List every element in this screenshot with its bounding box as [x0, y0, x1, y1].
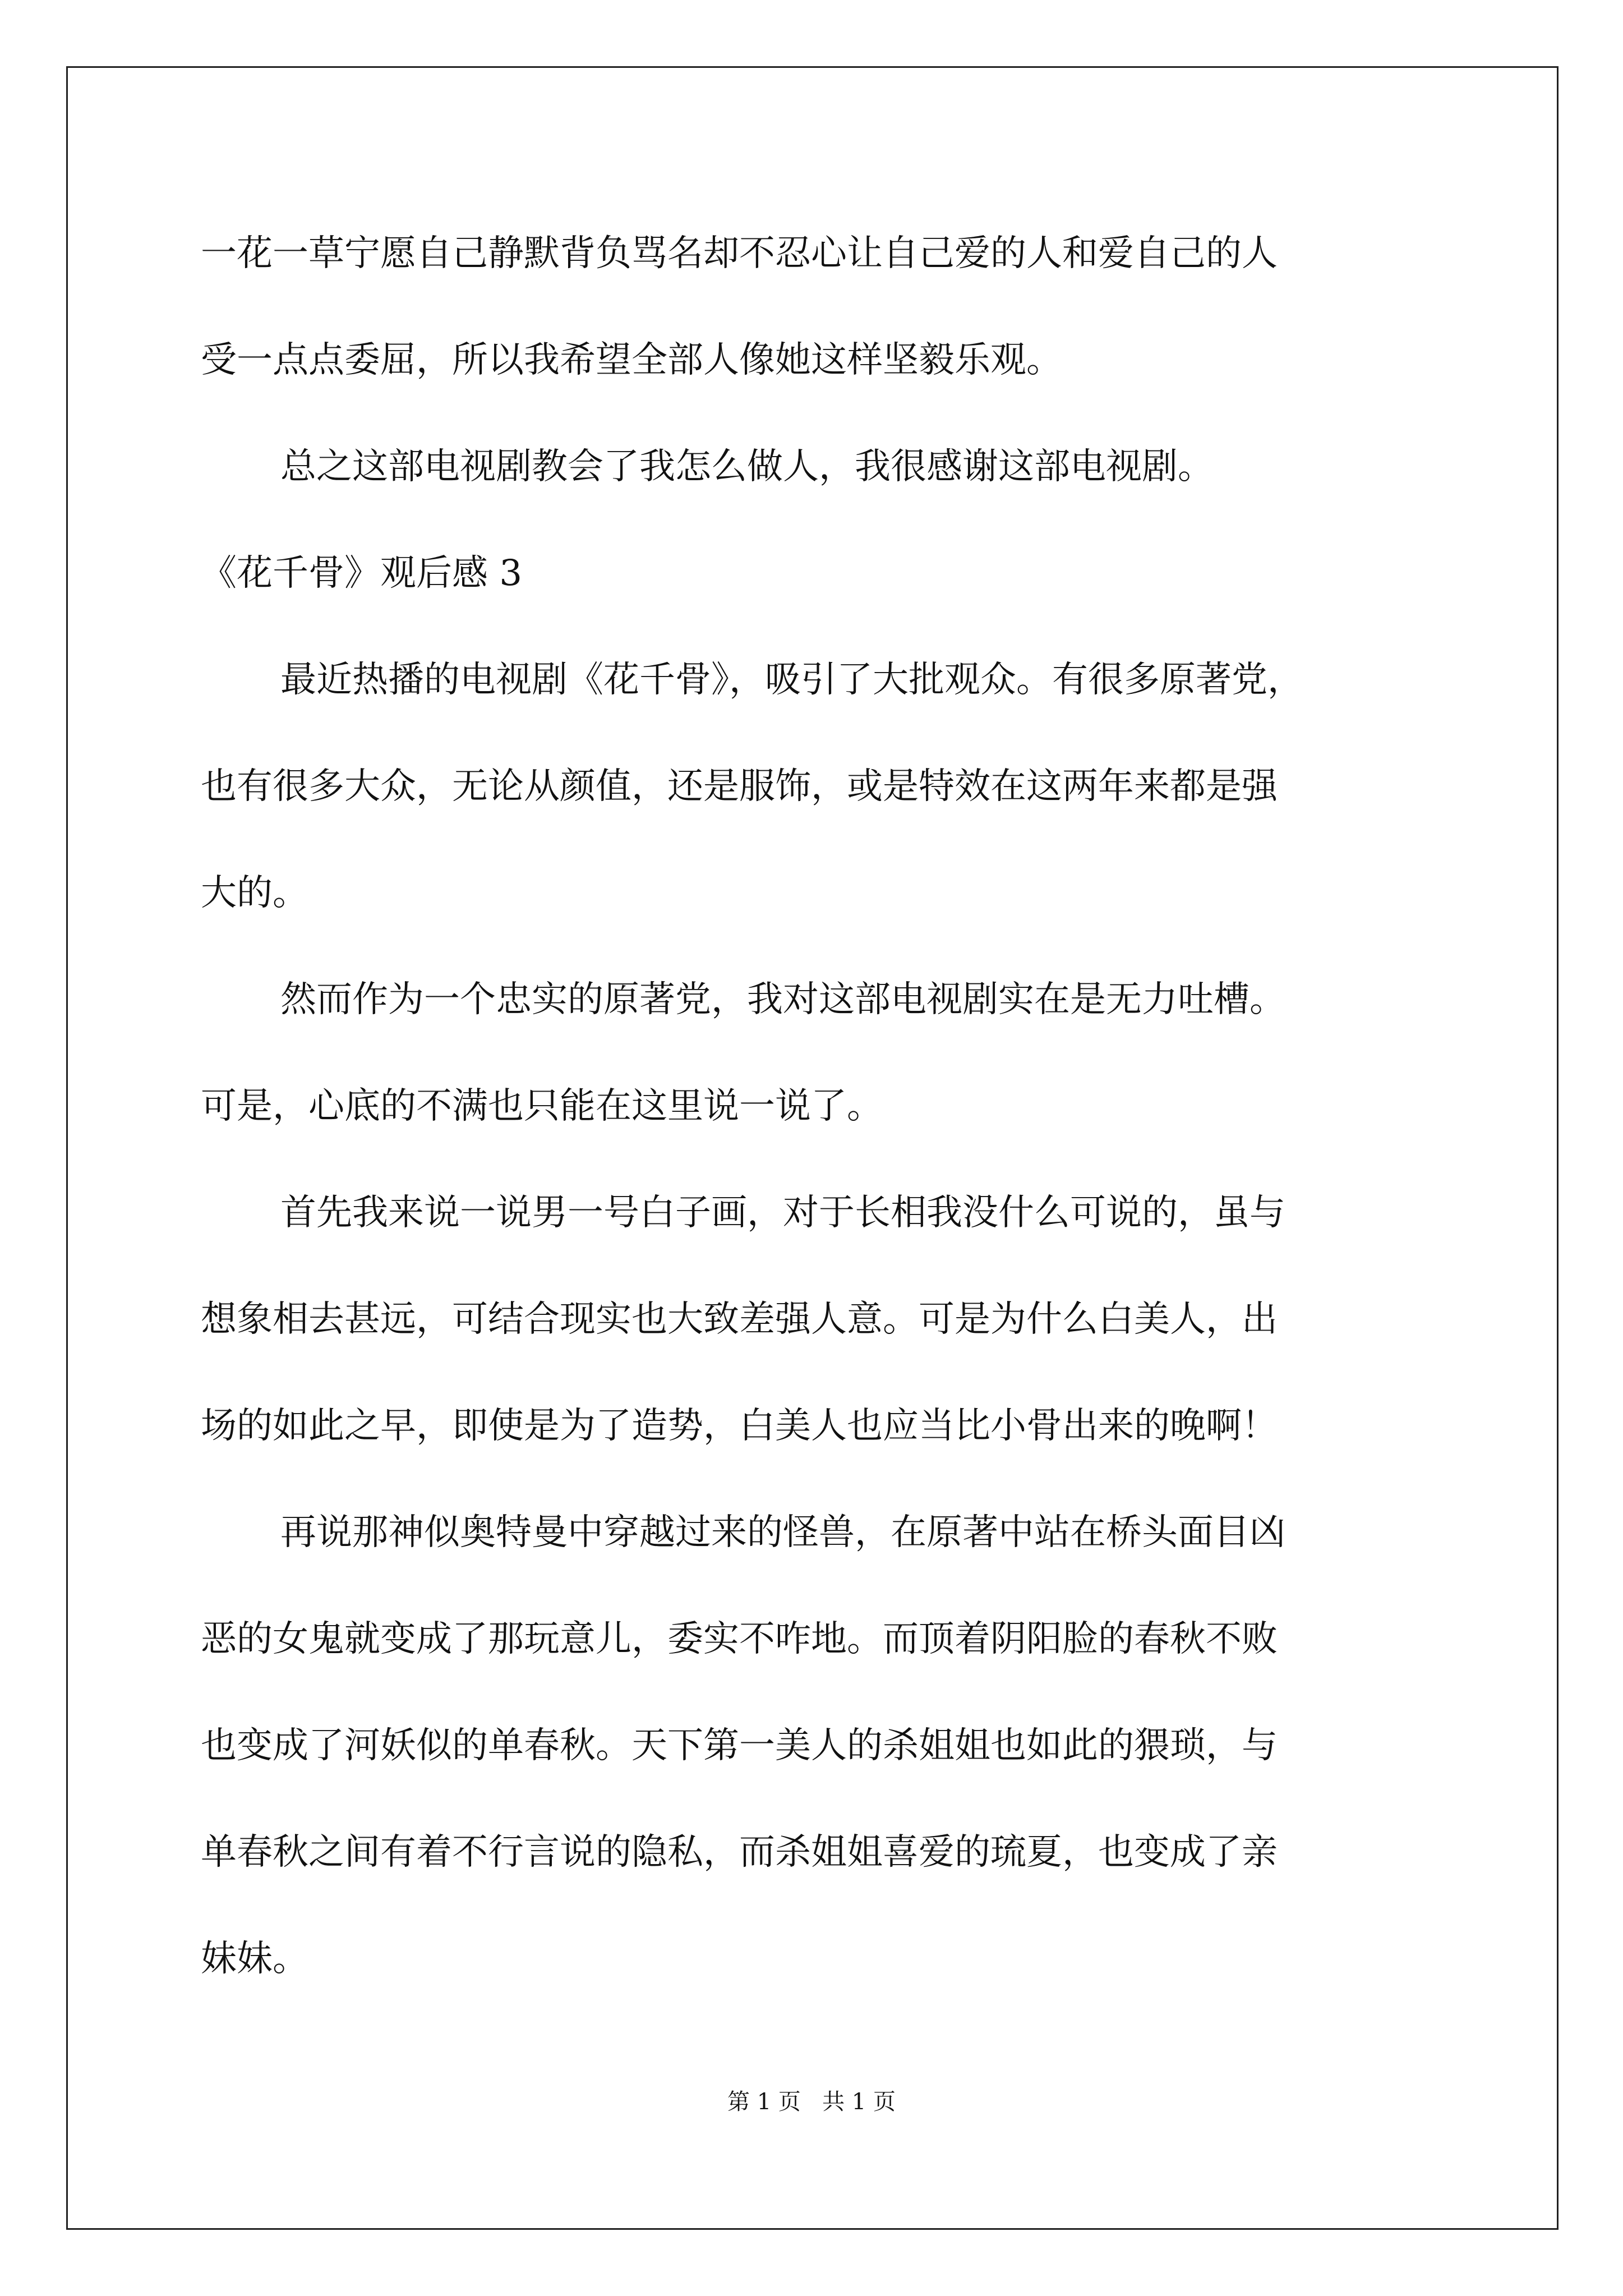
paragraph-start: 首先我来说一说男一号白子画，对于长相我没什么可说的，虽与 — [280, 1192, 1285, 1234]
text-line: 恶的女鬼就变成了那玩意儿，委实不咋地。而顶着阴阳脸的春秋不败 — [201, 1618, 1278, 1660]
paragraph-start: 最近热播的电视剧《花千骨》，吸引了大批观众。有很多原著党， — [280, 659, 1303, 701]
paragraph-start: 然而作为一个忠实的原著党，我对这部电视剧实在是无力吐槽。 — [280, 979, 1285, 1020]
text-line: 妹妹。 — [201, 1938, 308, 1980]
text-line: 想象相去甚远，可结合现实也大致差强人意。可是为什么白美人，出 — [201, 1299, 1278, 1340]
page-border — [66, 66, 1559, 2230]
text-line: 可是，心底的不满也只能在这里说一说了。 — [201, 1085, 883, 1127]
text-line: 受一点点委屈，所以我希望全部人像她这样坚毅乐观。 — [201, 339, 1062, 381]
paragraph-start: 总之这部电视剧教会了我怎么做人，我很感谢这部电视剧。 — [280, 446, 1214, 487]
paragraph-start: 再说那神似奥特曼中穿越过来的怪兽，在原著中站在桥头面目凶 — [280, 1512, 1285, 1553]
text-line: 场的如此之早，即使是为了造势，白美人也应当比小骨出来的晚啊！ — [201, 1405, 1278, 1447]
section-heading: 《花千骨》观后感 3 — [201, 553, 523, 594]
text-line: 大的。 — [201, 872, 308, 914]
text-line: 也有很多大众，无论从颜值，还是服饰，或是特效在这两年来都是强 — [201, 766, 1278, 807]
page-footer: 第 1 页 共 1 页 — [727, 2089, 896, 2115]
text-line: 一花一草宁愿自己静默背负骂名却不忍心让自己爱的人和爱自己的人 — [201, 233, 1278, 274]
text-line: 也变成了河妖似的单春秋。天下第一美人的杀姐姐也如此的猥琐，与 — [201, 1725, 1278, 1766]
text-line: 单春秋之间有着不行言说的隐私，而杀姐姐喜爱的琉夏，也变成了亲 — [201, 1832, 1278, 1873]
